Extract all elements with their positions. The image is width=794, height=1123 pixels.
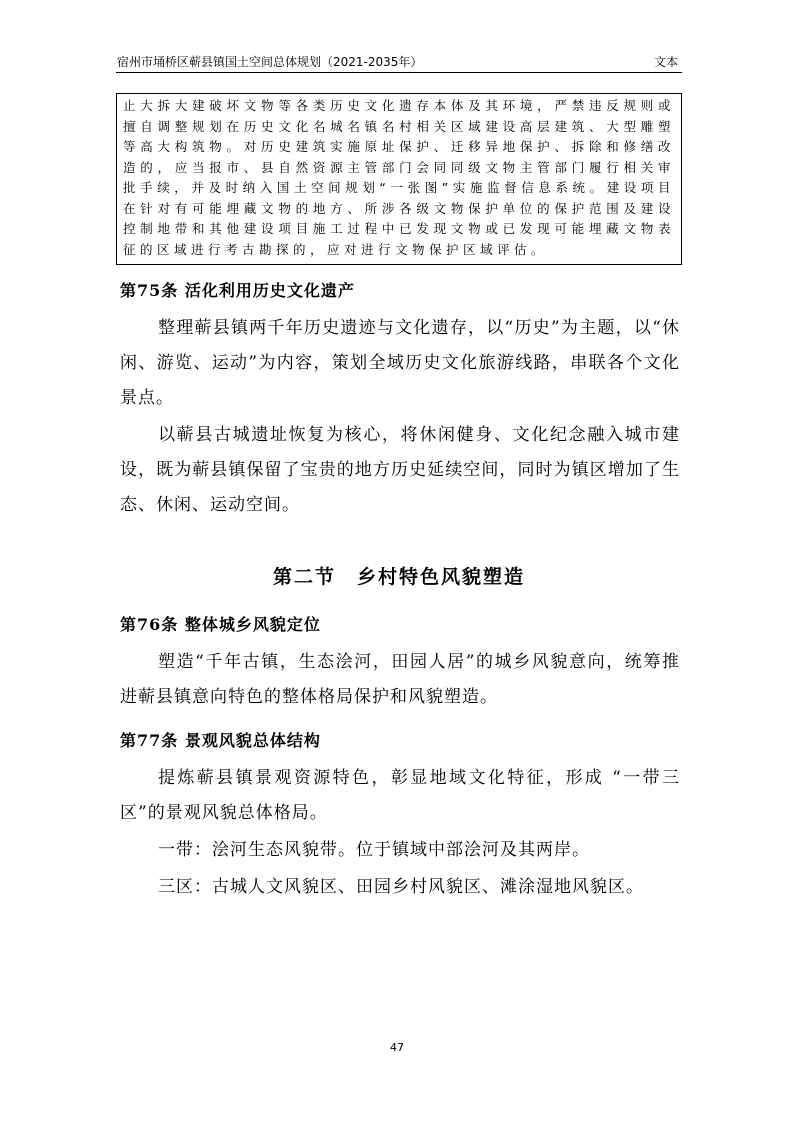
article-77-paragraph-3: 三区：古城人文风貌区、田园乡村风貌区、滩涂湿地风貌区。: [158, 877, 644, 897]
article-77-heading: 第77条 景观风貌总体结构: [120, 731, 321, 750]
article-75-paragraph-2: 以蕲县古城遗址恢复为核心，将休闲健身、文化纪念融入城市建设，既为蕲县镇保留了宝贵的地方历史延续空间，同时为镇区增加了生态、休闲、运动空间。: [120, 425, 680, 515]
section-title: 第二节 乡村特色风貌塑造: [272, 566, 525, 588]
article-75-heading: 第75条 活化利用历史文化遗产: [120, 281, 355, 300]
article-77-paragraph-1: 提炼蕲县镇景观资源特色，彰显地域文化特征，形成 “一带三区”的景观风貌总体格局。: [120, 768, 680, 823]
page-number: 47: [390, 1041, 404, 1054]
article-76-heading: 第76条 整体城乡风貌定位: [120, 615, 321, 634]
article-77-paragraph-2: 一带：浍河生态风貌带。位于镇域中部浍河及其两岸。: [158, 840, 590, 860]
page-content: [116, 54, 682, 905]
header-title: 宿州市埇桥区蕲县镇国土空间总体规划（2021-2035年）: [117, 55, 423, 69]
article-76-paragraph: 塑造“千年古镇，生态浍河，田园人居”的城乡风貌意向，统筹推进蕲县镇意向特色的整体格局保护和风貌塑造。: [120, 652, 680, 707]
article-75-paragraph-1: 整理蕲县镇两千年历史遗迹与文化遗存，以“历史”为主题，以“休闲、游览、运动”为内容，策划全域历史文化旅游线路，串联各个文化景点。: [120, 318, 680, 408]
page-header: [116, 54, 682, 73]
boxed-text: 止大拆大建破坏文物等各类历史文化遗存本体及其环境，严禁违反规则或擅自调整规划在历史文化名城名镇名村相关区域建设高层建筑、大型雕塑等高大构筑物。对历史建筑实施原址保护、迁移异地保护、拆除和修缮改造的，应当报市、县自然资源主管部门会同同级文物主管部门履行相关审批手续，并及时纳入国土空间规划“一张图”实施监督信息系统。建设项目在针对有可能埋藏文物的地方、所涉各级文物保护单位的保护范围及建设控制地带和其他建设项目施工过程中已发现文物或已发现可能埋藏文物表征的区域进行考古勘探的，应对进行文物保护区域评估。: [116, 93, 682, 265]
header-label: 文本: [653, 55, 678, 69]
